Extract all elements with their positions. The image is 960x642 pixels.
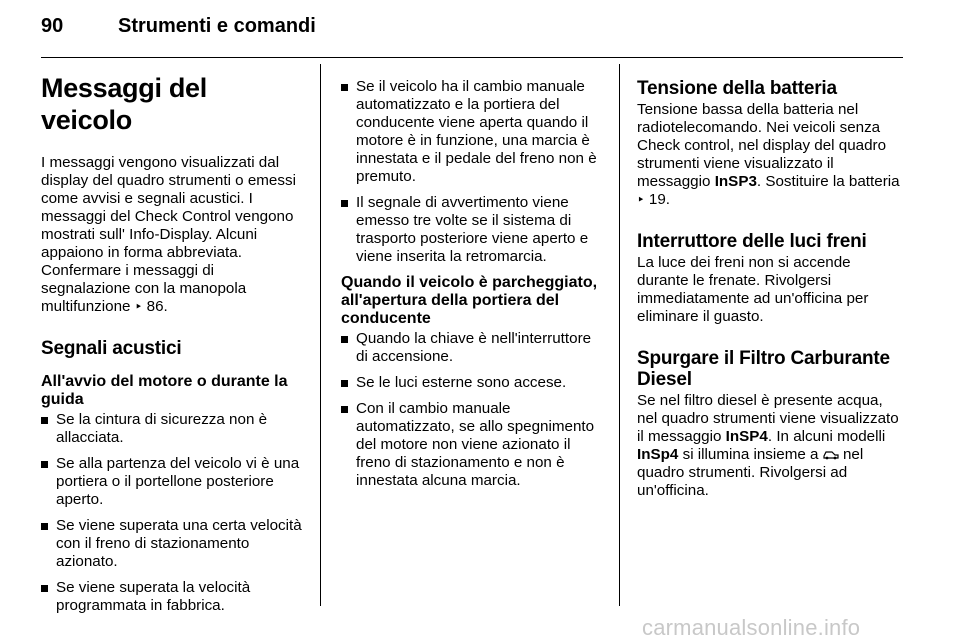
warning-conditions-list: [341, 78, 604, 266]
bullet-icon: [41, 461, 48, 468]
list-item-text: Se le luci esterne sono accese.: [356, 374, 567, 391]
list-item-text: Il segnale di avvertimento viene emesso tre volte se il sistema di trasporto posteriore viene aperto e viene inserita la retromarcia.: [356, 194, 589, 265]
fuel-filter-text: Se nel filtro diesel è presente acqua, nel quadro strumenti viene visualizzato il messaggio: [637, 392, 899, 445]
parked-conditions-list: [341, 330, 604, 490]
list-item-text: Se alla partenza del veicolo vi è una portiera o il portellone posteriore aperto.: [56, 455, 300, 508]
page-number: 90: [41, 15, 64, 37]
brake-lights-paragraph: La luce dei freni non si accende durante le frenate. Rivolgersi immediatamente ad un'officina per eliminare il guasto.: [637, 254, 869, 325]
column-divider: [619, 64, 620, 606]
bullet-icon: [341, 84, 348, 91]
engine-start-heading: All'avvio del motore o durante la guida: [41, 373, 288, 408]
fuel-filter-heading: Spurgare il Filtro Carburante Diesel: [637, 348, 890, 390]
fuel-filter-text: . In alcuni modelli: [767, 428, 886, 445]
parked-heading: Quando il veicolo è parcheggiato, all'apertura della portiera del conducente: [341, 274, 598, 327]
list-item-text: Se viene superata la velocità programmata in fabbrica.: [56, 579, 251, 614]
list-item: [341, 194, 604, 266]
list-item: [341, 374, 604, 392]
engine-start-list: [41, 411, 303, 615]
intro-page-ref[interactable]: 86.: [146, 298, 168, 315]
message-code: InSP3: [714, 173, 757, 190]
bullet-icon: [41, 523, 48, 530]
column-right: [637, 78, 905, 500]
fuel-filter-paragraph: [637, 392, 905, 500]
bullet-icon: [341, 380, 348, 387]
bullet-icon: [41, 417, 48, 424]
header-rule: [41, 57, 903, 58]
watermark: carmanualsonline.info: [642, 615, 861, 640]
running-title: Strumenti e comandi: [118, 15, 316, 37]
battery-paragraph: [637, 101, 905, 209]
list-item: [41, 411, 303, 447]
column-divider: [320, 64, 321, 606]
list-item-text: Se la cintura di sicurezza non è allacciata.: [56, 411, 268, 446]
battery-text: Tensione bassa della batteria nel radiotelecomando. Nei veicoli senza Check control, nel display del quadro strumenti viene visualizzato il messaggio: [637, 101, 887, 190]
acoustic-signals-heading: Segnali acustici: [41, 338, 182, 359]
section-title: Messaggi del veicolo: [41, 73, 207, 135]
list-item-text: Se il veicolo ha il cambio manuale automatizzato e la portiera del conducente viene aperta quando il motore è in funzione, una marcia è innestata e il pedale del freno non è premuto.: [356, 78, 597, 185]
list-item-text: Quando la chiave è nell'interruttore di accensione.: [356, 330, 592, 365]
message-code: InSp4: [637, 446, 679, 463]
list-item-text: Se viene superata una certa velocità con il freno di stazionamento azionato.: [56, 517, 302, 570]
list-item: [41, 455, 303, 509]
bullet-icon: [341, 200, 348, 207]
list-item: [41, 579, 303, 615]
intro-text: I messaggi vengono visualizzati dal display del quadro strumenti o emessi come avvisi e segnali acustici. I messaggi del Check Control vengono mostrati sull' Info-Display. Alcuni appaiono in forma abbreviata. Confermare i messaggi di segnalazione con la manopola multifunzione: [41, 154, 296, 315]
bullet-icon: [341, 406, 348, 413]
page-header: [41, 15, 921, 49]
fuel-filter-text: nel quadro strumenti. Rivolgersi ad un'officina.: [637, 446, 864, 499]
ref-arrow-icon: ‣: [134, 299, 143, 314]
list-item: [341, 330, 604, 366]
ref-arrow-icon: ‣: [637, 192, 645, 207]
list-item-text: Con il cambio manuale automatizzato, se allo spegnimento del motore non viene azionato il freno di stazionamento e non è innestata alcuna marcia.: [356, 400, 595, 489]
battery-text-end: . Sostituire la batteria: [756, 173, 900, 190]
battery-page-ref[interactable]: 19.: [648, 191, 671, 208]
intro-paragraph: [41, 154, 303, 316]
brake-lights-heading: Interruttore delle luci freni: [637, 231, 867, 252]
list-item: [41, 517, 303, 571]
battery-heading: Tensione della batteria: [637, 78, 837, 99]
list-item: [341, 78, 604, 186]
column-left: [41, 72, 303, 623]
car-service-icon: [823, 448, 839, 460]
list-item: [341, 400, 604, 490]
bullet-icon: [341, 336, 348, 343]
message-code: InSP4: [725, 428, 768, 445]
fuel-filter-text: si illumina insieme a: [682, 446, 819, 463]
column-middle: [341, 78, 604, 498]
bullet-icon: [41, 585, 48, 592]
